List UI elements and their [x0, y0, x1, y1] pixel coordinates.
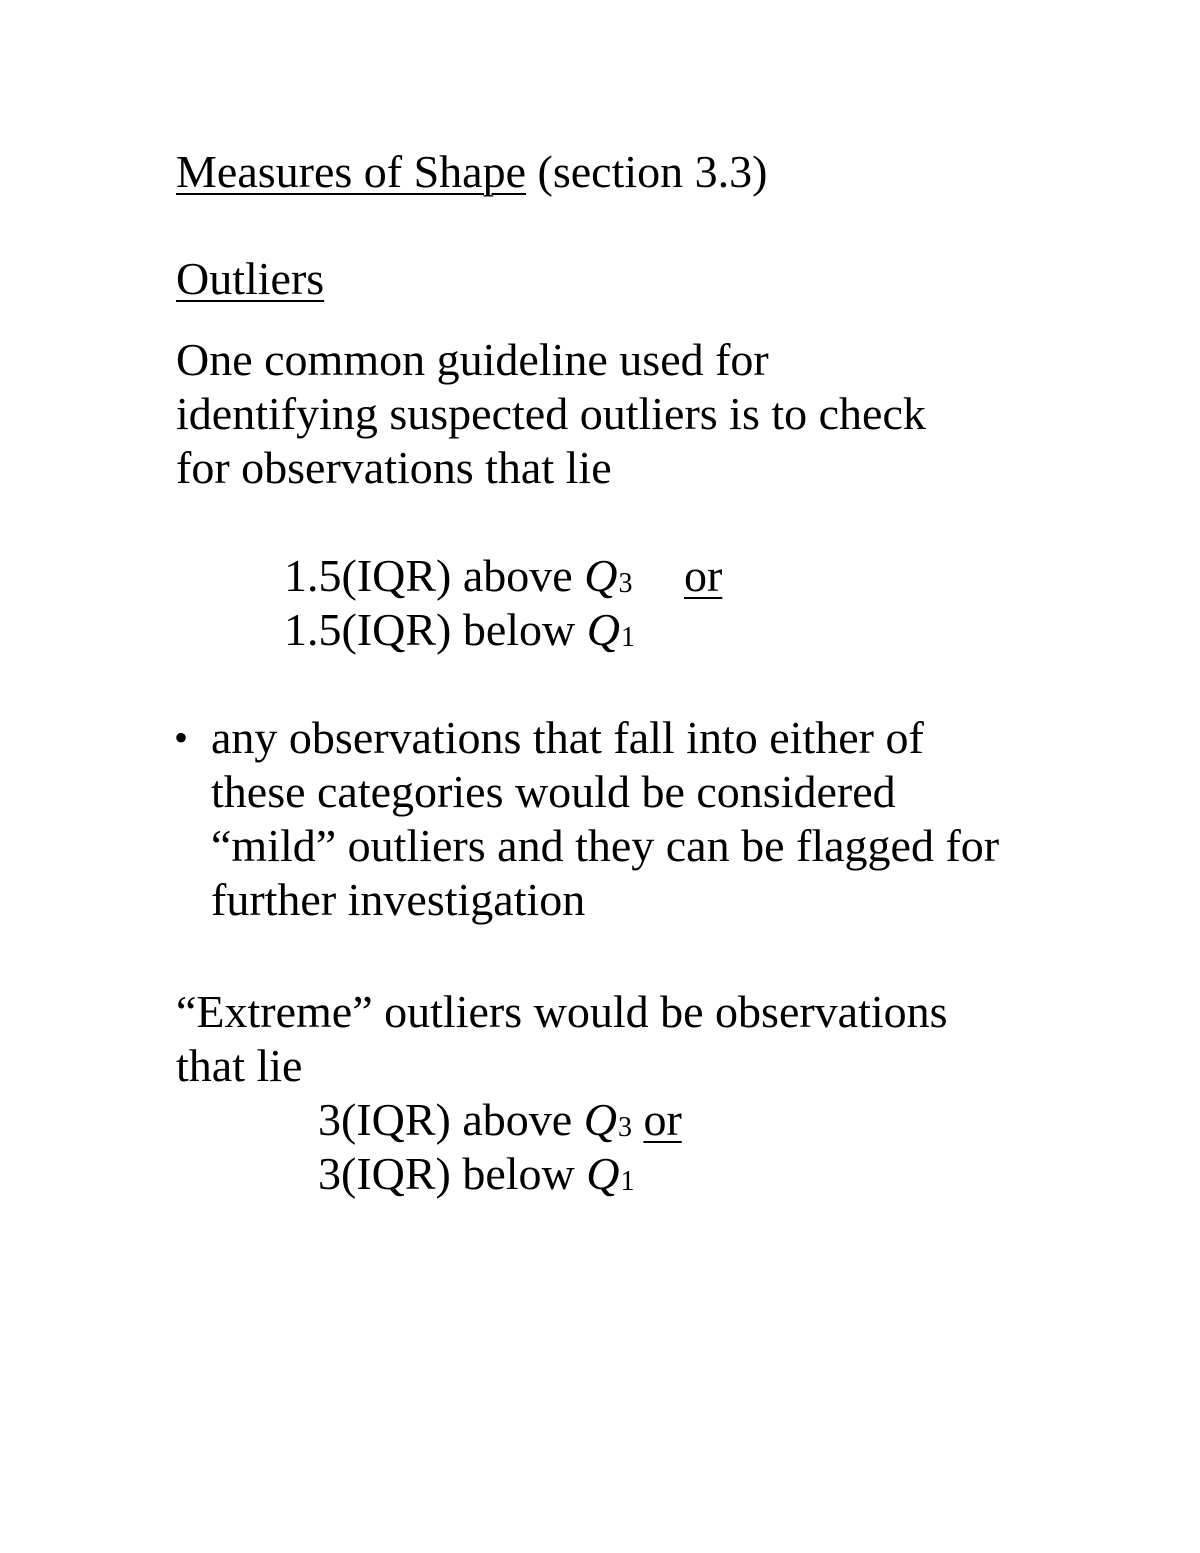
quartile-symbol: Q [584, 550, 618, 601]
section-heading: Outliers [176, 253, 325, 304]
extreme-line: that lie [176, 1040, 303, 1091]
bullet-line: further investigation [211, 874, 586, 925]
quartile-symbol: Q [583, 1094, 617, 1145]
page-title-section: (section 3.3) [526, 146, 768, 197]
quartile-symbol: Q [586, 604, 621, 655]
extreme-rule [318, 1147, 635, 1201]
quartile-subscript: 3 [618, 567, 633, 599]
extreme-rule [318, 1093, 682, 1147]
mild-rule [284, 603, 635, 657]
rule-connector: or [643, 1094, 682, 1145]
bullet-line: “mild” outliers and they can be flagged for [211, 820, 1000, 871]
rule-text: 3(IQR) above [318, 1094, 584, 1145]
intro-line: One common guideline used for [176, 334, 769, 385]
quartile-symbol: Q [586, 1148, 620, 1199]
quartile-subscript: 3 [617, 1111, 632, 1143]
mild-rule [284, 549, 632, 603]
page-title [176, 145, 767, 199]
bullet-line: any observations that fall into either of [211, 712, 924, 763]
rule-text: 1.5(IQR) below [284, 604, 587, 655]
rule-text: 3(IQR) below [318, 1148, 587, 1199]
rule-connector: or [684, 550, 723, 601]
bullet-marker: • [174, 715, 189, 760]
bullet-line: these categories would be considered [211, 766, 896, 817]
intro-line: for observations that lie [176, 442, 612, 493]
extreme-line: “Extreme” outliers would be observations [176, 986, 948, 1037]
rule-text: 1.5(IQR) above [284, 550, 585, 601]
quartile-subscript: 1 [620, 1165, 635, 1197]
quartile-subscript: 1 [621, 621, 636, 653]
page-title-underlined: Measures of Shape [176, 146, 527, 197]
intro-line: identifying suspected outliers is to check [176, 388, 926, 439]
